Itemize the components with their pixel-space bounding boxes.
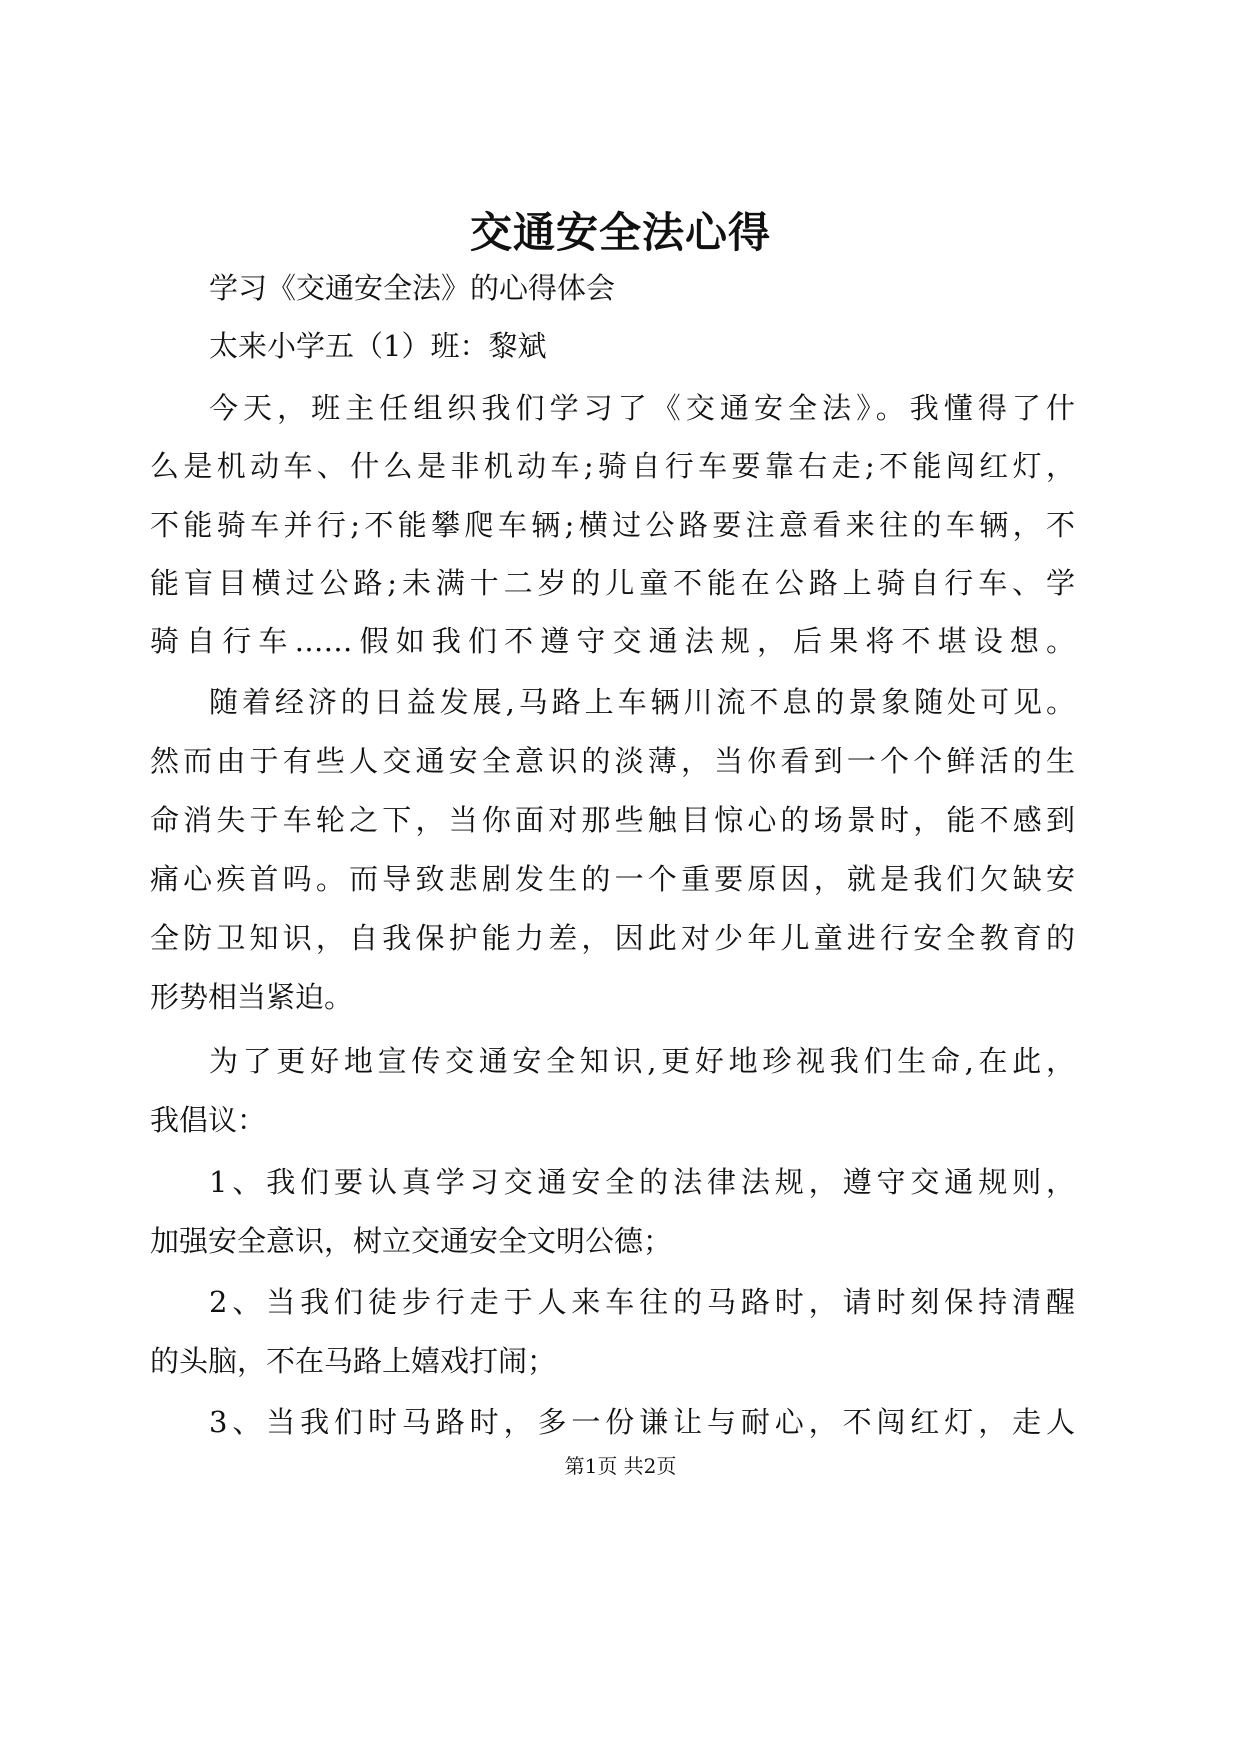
text-line: 然而由于有些人交通安全意识的淡薄，当你看到一个个鲜活的生 (150, 744, 1075, 778)
text-line: 加强安全意识，树立交通安全文明公德； (150, 1224, 673, 1258)
text-line: 形势相当紧迫。 (150, 980, 354, 1014)
text-line: 全防卫知识，自我保护能力差，因此对少年儿童进行安全教育的 (150, 921, 1075, 955)
text-line: 的头脑，不在马路上嬉戏打闹； (150, 1344, 557, 1378)
text-line: 2、当我们徒步行走于人来车往的马路时，请时刻保持清醒 (209, 1285, 1075, 1319)
text-line: 痛心疾首吗。而导致悲剧发生的一个重要原因，就是我们欠缺安 (150, 862, 1075, 896)
text-line: 1、我们要认真学习交通安全的法律法规，遵守交通规则， (209, 1165, 1075, 1199)
text-line: 我倡议： (150, 1103, 267, 1137)
text-line: 学习《交通安全法》的心得体会 (209, 271, 616, 305)
document-title: 交通安全法心得 (469, 208, 771, 257)
text-line: 命消失于车轮之下，当你面对那些触目惊心的场景时，能不感到 (150, 803, 1075, 837)
text-line: 太来小学五（1）班：黎斌 (209, 329, 547, 363)
text-line: 么是机动车、什么是非机动车;骑自行车要靠右走;不能闯红灯， (150, 449, 1075, 483)
text-line: 不能骑车并行;不能攀爬车辆;横过公路要注意看来往的车辆，不 (150, 508, 1075, 542)
text-line: 今天，班主任组织我们学习了《交通安全法》。我懂得了什 (209, 391, 1075, 425)
text-line: 骑自行车……假如我们不遵守交通法规，后果将不堪设想。 (150, 624, 1075, 658)
text-line: 为了更好地宣传交通安全知识,更好地珍视我们生命,在此， (209, 1044, 1075, 1078)
text-line: 能盲目横过公路;未满十二岁的儿童不能在公路上骑自行车、学 (150, 566, 1075, 600)
page-footer: 第1页 共2页 (564, 1454, 677, 1478)
text-line: 3、当我们时马路时，多一份谦让与耐心，不闯红灯，走人 (209, 1405, 1075, 1439)
text-line: 随着经济的日益发展,马路上车辆川流不息的景象随处可见。 (209, 685, 1075, 719)
